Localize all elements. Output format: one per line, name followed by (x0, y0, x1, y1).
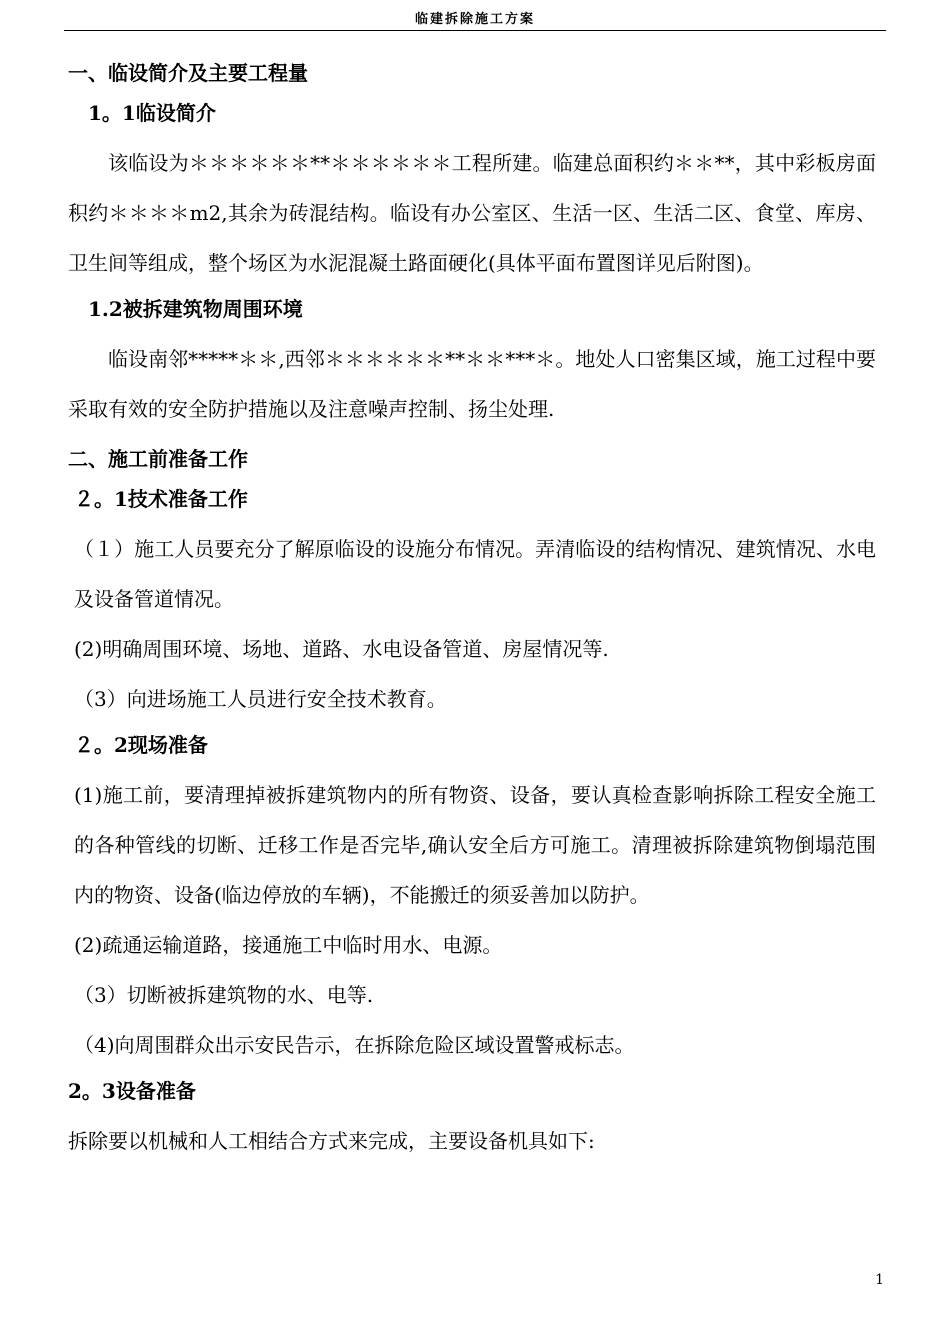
section-2-1-heading: ２。1技术准备工作 (74, 487, 248, 511)
section-2-1-item-1: （１）施工人员要充分了解原临设的设施分布情况。弄清临设的结构情况、建筑情况、水电及设备管道情况。 (74, 537, 876, 611)
section-2-heading: 二、施工前准备工作 (68, 447, 248, 471)
section-2-3-paragraph: 拆除要以机械和人工相结合方式来完成，主要设备机具如下: (68, 1129, 595, 1153)
section-2-2-item-1: (1)施工前，要清理掉被拆建筑物内的所有物资、设备，要认真检查影响拆除工程安全施工的各种管线的切断、迁移工作是否完毕,确认安全后方可施工。清理被拆除建筑物倒塌范围内的物资、设备(临边停放的车辆)，不能搬迁的须妥善加以防护。 (74, 783, 876, 907)
section-2-2-item-2: (2)疏通运输道路，接通施工中临时用水、电源。 (74, 933, 503, 957)
header-title: 临建拆除施工方案 (414, 12, 535, 27)
section-1-2-heading: 1.2被拆建筑物周围环境 (88, 297, 303, 321)
page-number: 1 (875, 1272, 884, 1288)
section-2-1-item-2: (2)明确周围环境、场地、道路、水电设备管道、房屋情况等. (74, 637, 609, 661)
page-header (64, 10, 886, 31)
section-2-2-heading: ２。2现场准备 (74, 733, 208, 757)
section-2-1-item-3: （3）向进场施工人员进行安全技术教育。 (74, 687, 447, 711)
section-2-3-heading: 2。3设备准备 (68, 1079, 196, 1103)
document-body (68, 56, 876, 1166)
section-2-2-item-3: （3）切断被拆建筑物的水、电等. (74, 983, 374, 1007)
section-1-2-paragraph: 临设南邻*****＊＊,西邻＊＊＊＊＊＊**＊＊***＊。地处人口密集区域，施工过程中要采取有效的安全防护措施以及注意噪声控制、扬尘处理. (68, 347, 876, 421)
section-1-1-paragraph: 该临设为＊＊＊＊＊＊**＊＊＊＊＊＊工程所建。临建总面积约＊＊**，其中彩板房面积约＊＊＊＊m2,其余为砖混结构。临设有办公室区、生活一区、生活二区、食堂、库房、卫生间等组成，整个场区为水泥混凝土路面硬化(具体平面布置图详见后附图)。 (68, 151, 876, 275)
section-1-1-heading: 1。1临设简介 (88, 101, 216, 125)
section-1-heading: 一、临设简介及主要工程量 (68, 61, 308, 85)
section-2-2-item-4: （4)向周围群众出示安民告示，在拆除危险区域设置警戒标志。 (74, 1033, 635, 1057)
